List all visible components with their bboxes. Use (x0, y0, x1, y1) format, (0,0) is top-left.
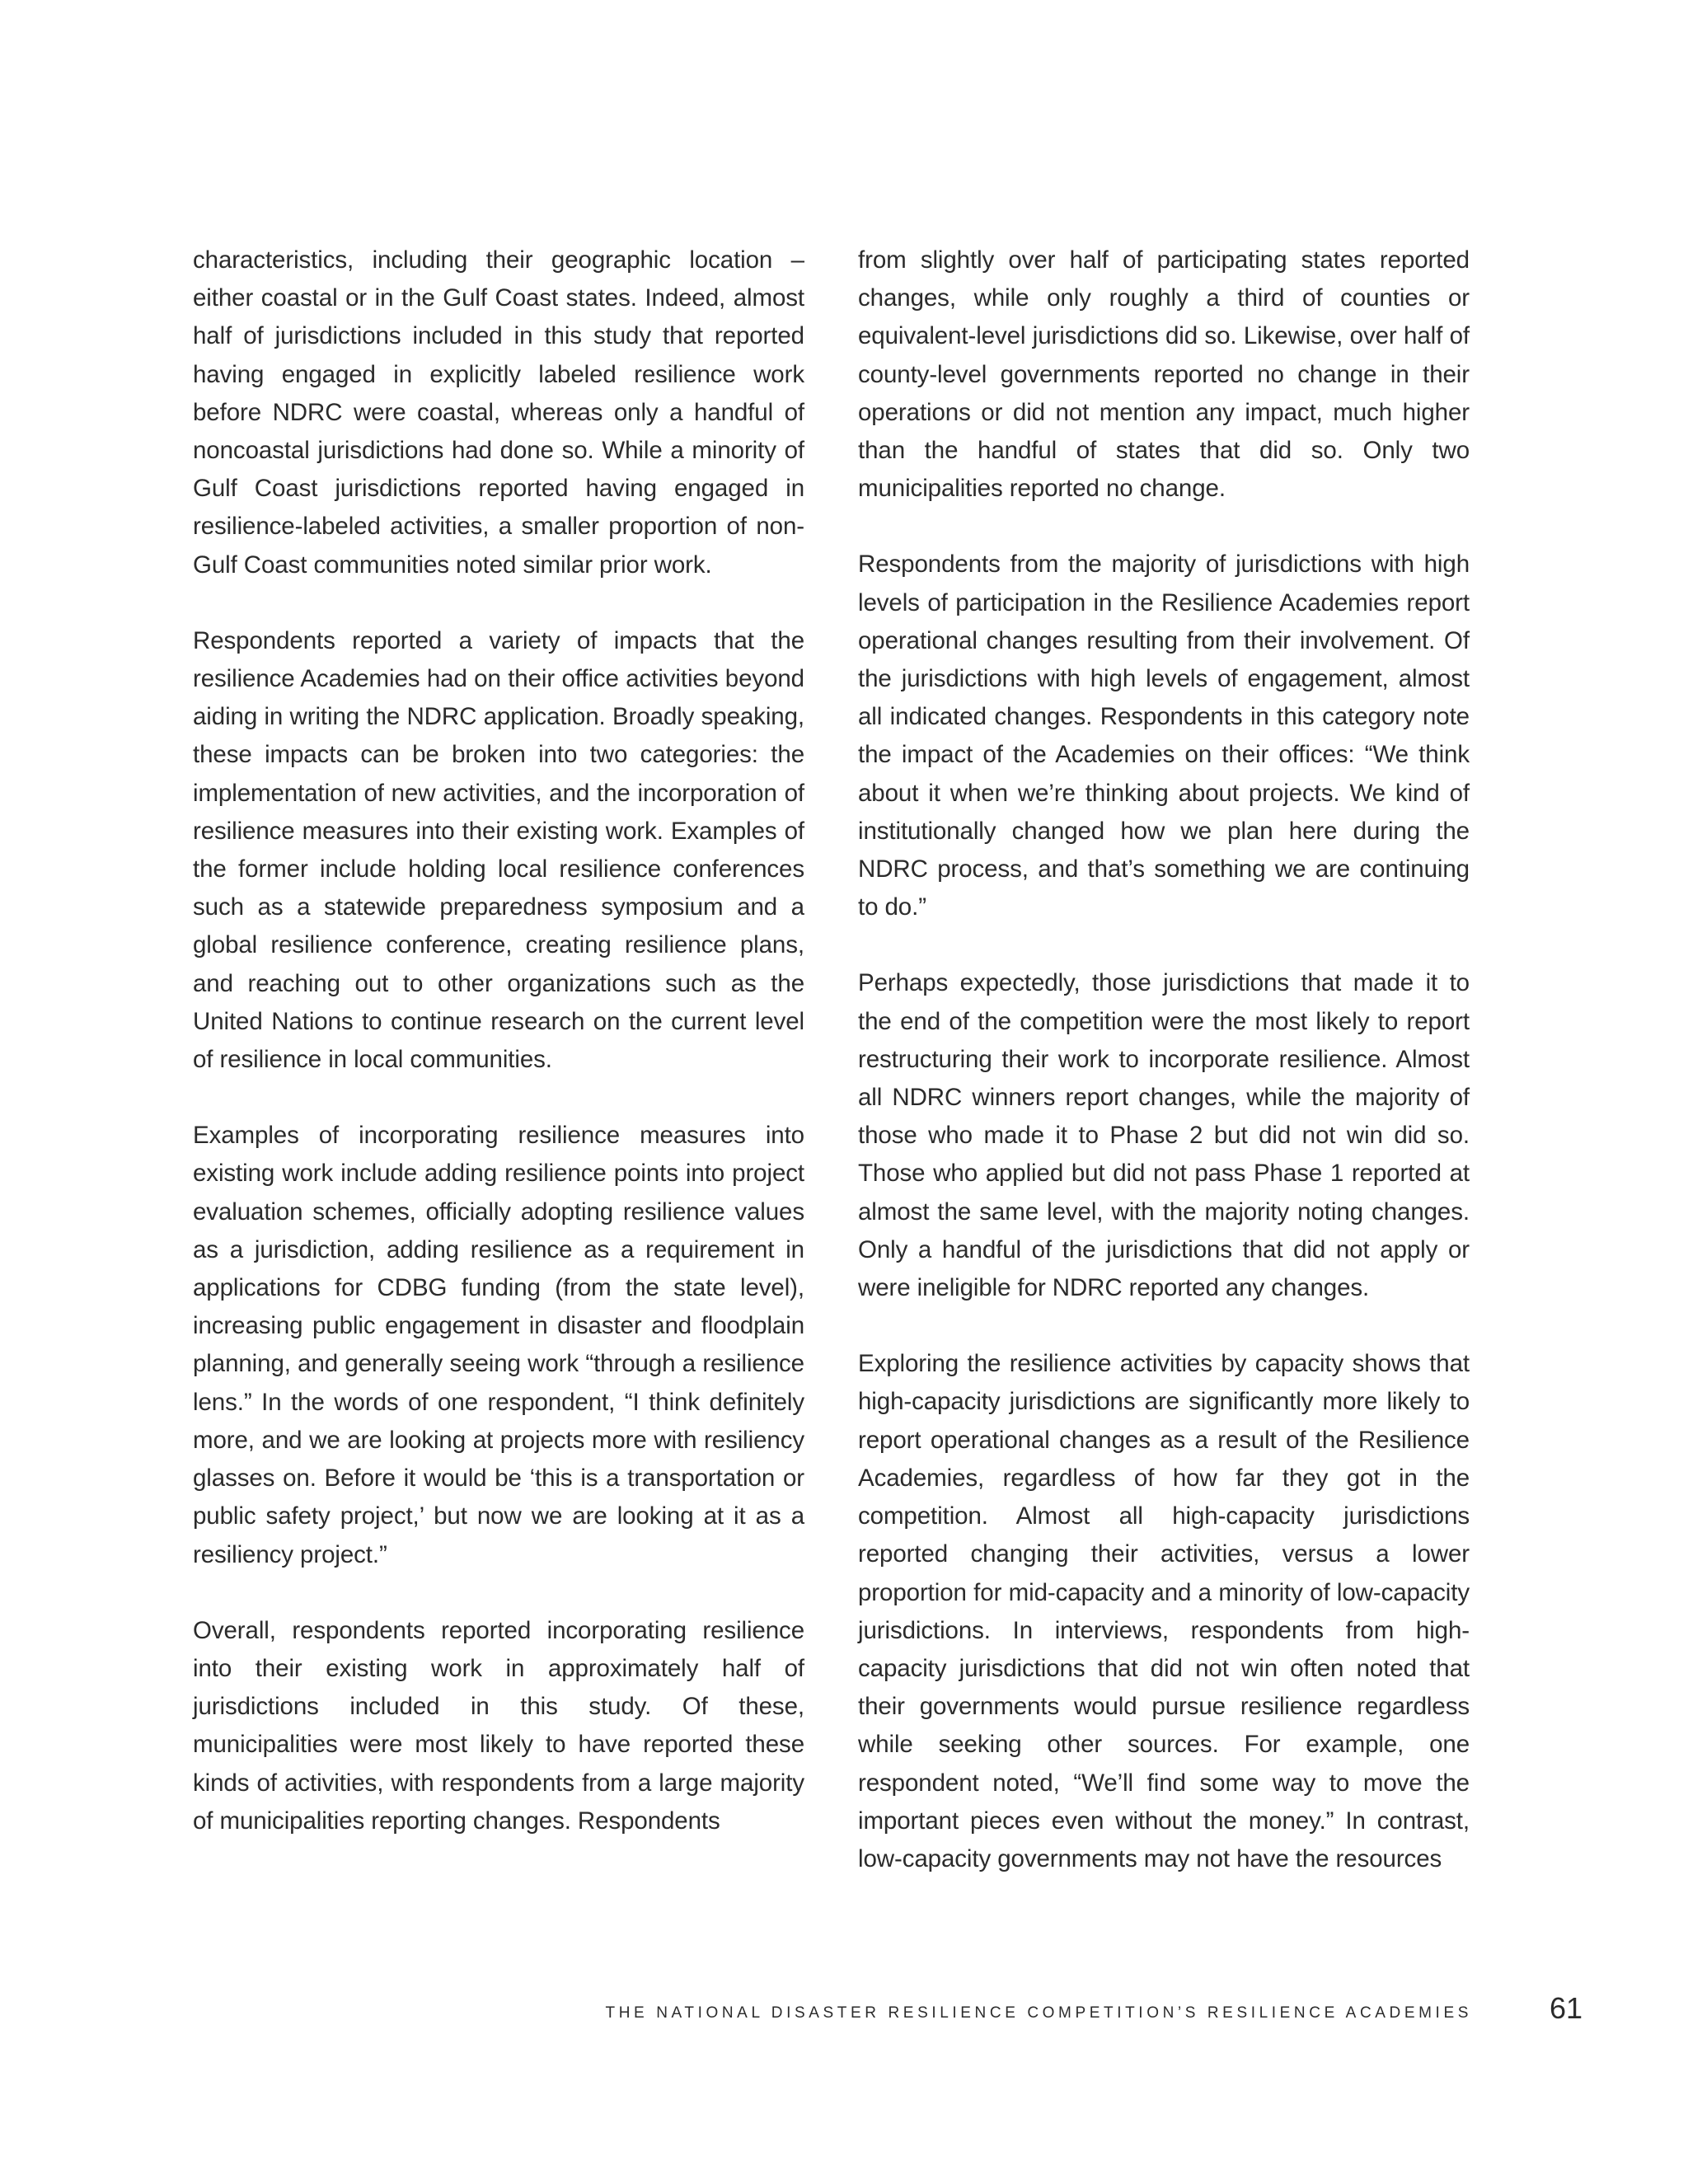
paragraph: Respondents from the majority of jurisdictions with high levels of participation in the Resilience Academies report operational changes resulting from their involvement. Of the jurisdictions with high levels of engagement, almost all indicated changes. Respondents in this category note the impact of the Academies on their offices: “We think about it when we’re thinking about projects. We kind of institutionally changed how we plan here during the NDRC process, and that’s something we are continuing to do.” (858, 551, 1470, 921)
right-column (858, 241, 1470, 1878)
paragraph: Examples of incorporating resilience measures into existing work include adding resilience points into project evaluation schemes, officially adopting resilience values as a jurisdiction, adding resilience as a requirement in applications for CDBG funding (from the state level), increasing public engagement in disaster and floodplain planning, and generally seeing work “through a resilience lens.” In the words of one respondent, “I think definitely more, and we are looking at projects more with resiliency glasses on. Before it would be ‘this is a transportation or public safety project,’ but now we are looking at it as a resiliency project.” (193, 1122, 804, 1568)
left-column (193, 241, 804, 1840)
running-footer-title: THE NATIONAL DISASTER RESILIENCE COMPETITION’S RESILIENCE ACADEMIES (605, 2004, 1472, 2022)
paragraph: characteristics, including their geographic location – either coastal or in the Gulf Coast states. Indeed, almost half of jurisdictions included in this study that reported having engaged in explicitly labeled resilience work before NDRC were coastal, whereas only a handful of noncoastal jurisdictions had done so. While a minority of Gulf Coast jurisdictions reported having engaged in resilience-labeled activities, a smaller proportion of non-Gulf Coast communities noted similar prior work. (193, 246, 804, 579)
paragraph: Perhaps expectedly, those jurisdictions that made it to the end of the competition were the most likely to report restructuring their work to incorporate resilience. Almost all NDRC winners report changes, while the majority of those who made it to Phase 2 but did not win did so. Those who applied but did not pass Phase 1 reported at almost the same level, with the majority noting changes. Only a handful of the jurisdictions that did not apply or were ineligible for NDRC reported any changes. (858, 969, 1470, 1302)
paragraph: Respondents reported a variety of impacts that the resilience Academies had on their office activities beyond aiding in writing the NDRC application. Broadly speaking, these impacts can be broken into two categories: the implementation of new activities, and the incorporation of resilience measures into their existing work. Examples of the former include holding local resilience conferences such as a statewide preparedness symposium and a global resilience conference, creating resilience plans, and reaching out to other organizations such as the United Nations to continue research on the current level of resilience in local communities. (193, 626, 804, 1074)
paragraph: Exploring the resilience activities by capacity shows that high-capacity jurisdictions are significantly more likely to report operational changes as a result of the Resilience Academies, regardless of how far they got in the competition. Almost all high-capacity jurisdictions reported changing their activities, versus a lower proportion for mid-capacity and a minority of low-capacity jurisdictions. In interviews, respondents from high-capacity jurisdictions that did not win often noted that their governments would pursue resilience regardless while seeking other sources. For example, one respondent noted, “We’ll find some way to move the important pieces even without the money.” In contrast, low-capacity governments may not have the resources (858, 1350, 1470, 1872)
page-number: 61 (1550, 1991, 1583, 2025)
paragraph: from slightly over half of participating states reported changes, while only roughly a third of counties or equivalent-level jurisdictions did so. Likewise, over half of county-level governments reported no change in their operations or did not mention any impact, much higher than the handful of states that did so. Only two municipalities reported no change. (858, 246, 1470, 503)
paragraph: Overall, respondents reported incorporating resilience into their existing work in approximately half of jurisdictions included in this study. Of these, municipalities were most likely to have reported these kinds of activities, with respondents from a large majority of municipalities reporting changes. Respondents (193, 1616, 804, 1835)
